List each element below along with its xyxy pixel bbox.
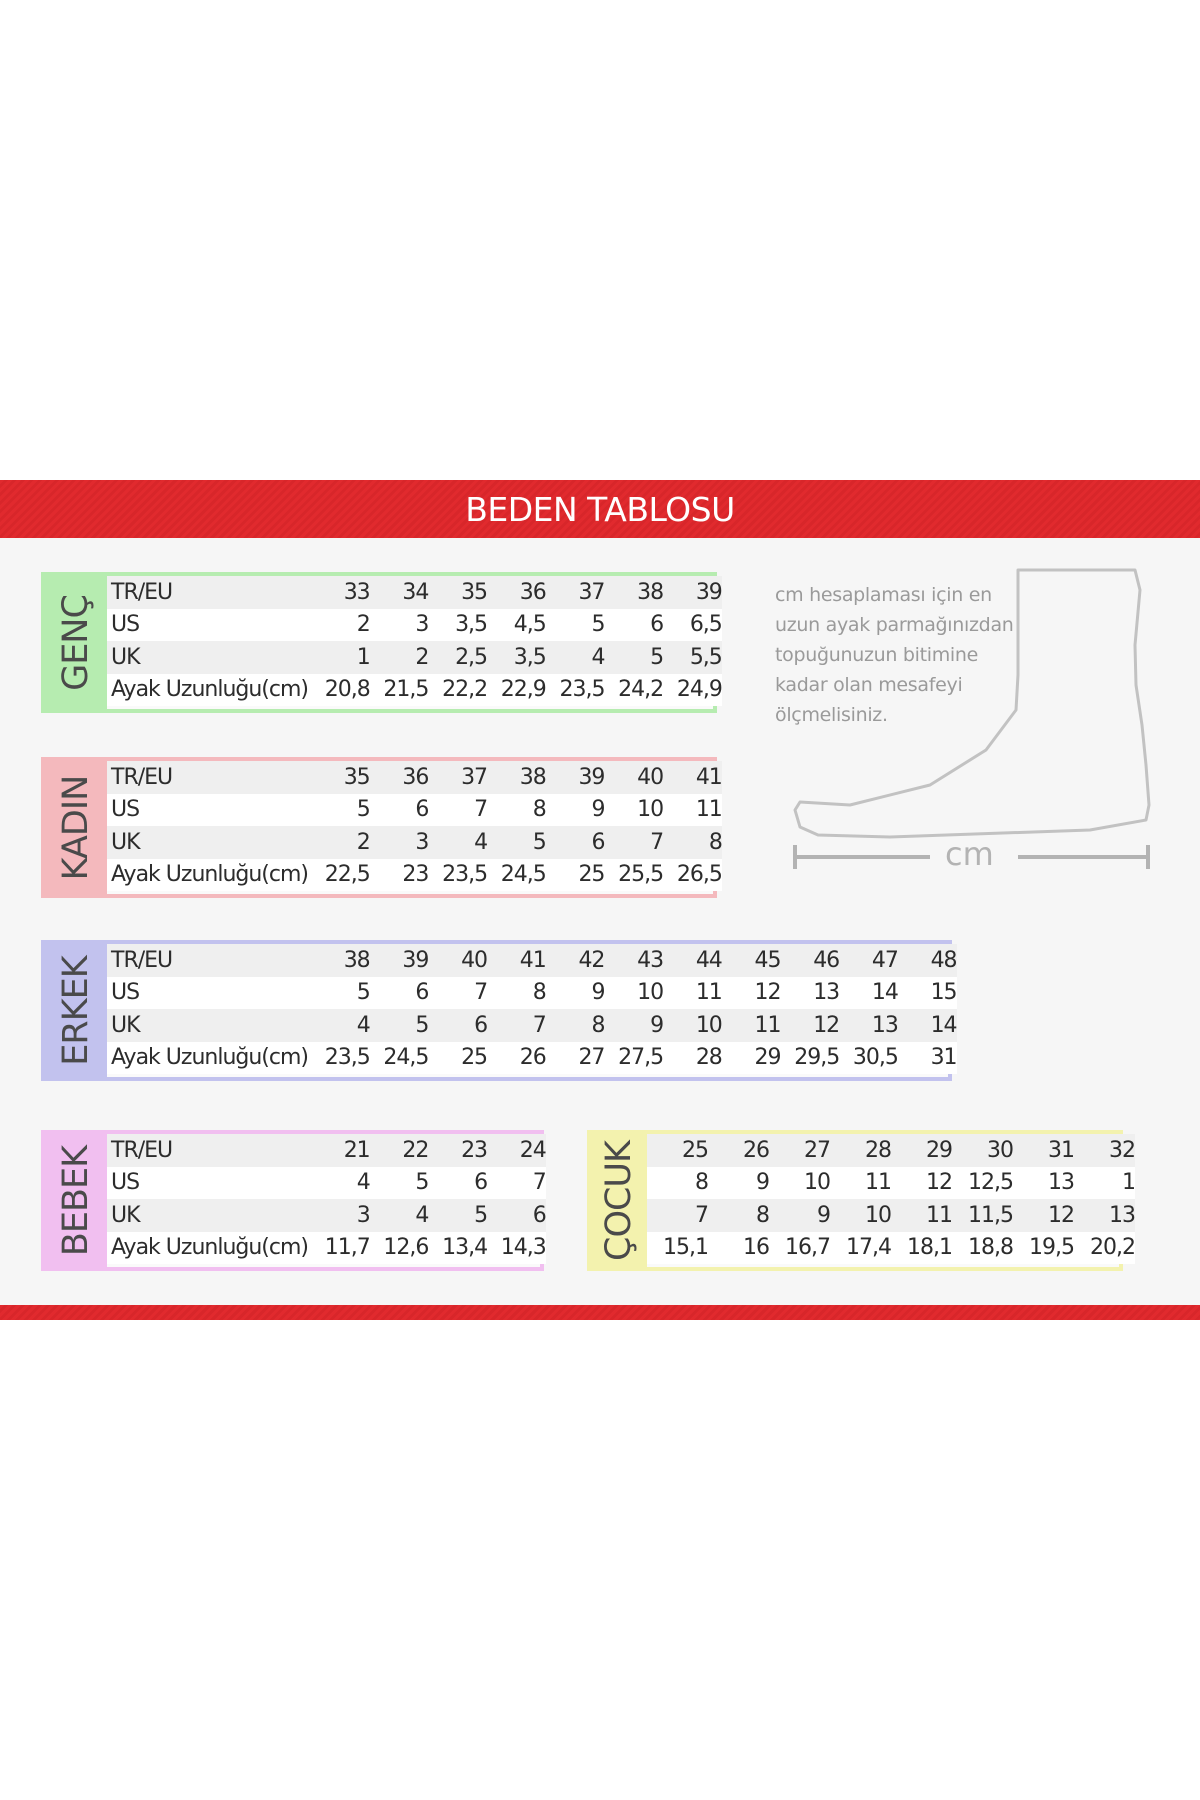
table-cell: 31 [1048,1137,1074,1163]
table-cell: 27 [804,1137,830,1163]
table-row [107,609,722,642]
table-cell: 22,9 [500,677,546,703]
table-cell: 7 [695,1202,708,1228]
table-cell: 48 [930,947,957,973]
row-label: TR/EU [111,1137,173,1163]
table-cell: 13 [871,1012,898,1038]
table-cell: 4 [415,1202,429,1228]
table-cell: 12,5 [968,1170,1013,1196]
table-cell: 8 [532,797,546,823]
table-cell: 12 [1048,1202,1074,1228]
table-cell: 38 [343,947,370,973]
table-cell: 11 [754,1012,781,1038]
table-cell: 9 [756,1170,769,1196]
category-label: GENÇ [56,594,96,691]
table-cell: 2 [356,612,370,638]
table-cell: 24 [519,1137,546,1163]
table-cell: 10 [804,1170,830,1196]
table-cell: 13,4 [442,1235,488,1261]
table-cell: 6 [650,612,664,638]
row-label: Ayak Uzunluğu(cm) [111,1235,308,1261]
category-label: BEBEK [56,1145,96,1256]
table-cell: 23,5 [324,1045,370,1071]
row-label: TR/EU [111,947,173,973]
table-cell: 7 [532,1012,546,1038]
table-cell: 3 [415,829,429,855]
table-cell: 36 [402,764,429,790]
table-cell: 29 [926,1137,952,1163]
table-rows [107,761,722,894]
table-cell: 25 [461,1045,488,1071]
table-cell: 3,5 [513,644,546,670]
table-cell: 40 [461,947,488,973]
table-cell: 31 [930,1045,957,1071]
table-cell: 35 [461,579,488,605]
table-cell: 6,5 [689,612,722,638]
table-cell: 9 [650,1012,664,1038]
table-cell: 39 [578,764,605,790]
table-cell: 8 [756,1202,769,1228]
table-row [107,944,957,977]
table-cell: 8 [532,980,546,1006]
table-rows [107,576,722,709]
table-cell: 13 [813,980,840,1006]
table-cell: 11 [865,1170,891,1196]
table-cell: 10 [637,797,664,823]
table-row [107,1009,957,1042]
table-bebek [41,1130,544,1271]
table-cell: 40 [637,764,664,790]
table-cell: 6 [474,1170,488,1196]
cm-label: cm [945,835,994,873]
table-cell: 33 [343,579,370,605]
row-label: Ayak Uzunluğu(cm) [111,1045,308,1071]
bottom-bar [0,1305,1200,1320]
row-label: UK [111,644,140,670]
table-side-label [45,761,107,894]
row-label: UK [111,1202,140,1228]
table-cell: 1 [1122,1170,1135,1196]
row-label: Ayak Uzunluğu(cm) [111,677,308,703]
note-line: kadar olan mesafeyi [775,674,963,696]
table-cell: 12 [754,980,781,1006]
table-cell: 28 [695,1045,722,1071]
table-cell: 22,5 [324,862,370,888]
table-cell: 23,5 [559,677,605,703]
table-cell: 10 [865,1202,891,1228]
table-cell: 20,2 [1090,1235,1135,1261]
table-cell: 2 [415,644,429,670]
category-label: ERKEK [56,955,96,1066]
table-cell: 36 [519,579,546,605]
table-row [107,1199,546,1232]
table-cell: 5,5 [689,644,722,670]
row-label: TR/EU [111,579,173,605]
table-cell: 39 [695,579,722,605]
table-cell: 14,3 [500,1235,546,1261]
table-cell: 24,5 [500,862,546,888]
table-cell: 27,5 [618,1045,664,1071]
table-row [107,794,722,827]
table-cell: 28 [865,1137,891,1163]
table-cell: 18,1 [907,1235,952,1261]
table-cell: 43 [637,947,664,973]
table-cell: 19,5 [1029,1235,1074,1261]
table-cell: 29,5 [794,1045,840,1071]
table-cell: 1 [356,644,370,670]
table-row [107,1042,957,1075]
table-cell: 8 [695,1170,708,1196]
table-cell: 26 [743,1137,769,1163]
table-cell: 21 [343,1137,370,1163]
table-row [107,1167,546,1200]
table-cell: 5 [474,1202,488,1228]
table-row [647,1232,1135,1265]
table-cell: 12,6 [383,1235,429,1261]
table-cell: 10 [637,980,664,1006]
table-cell: 37 [578,579,605,605]
table-cell: 4 [591,644,605,670]
table-cell: 16,7 [785,1235,830,1261]
table-cell: 41 [695,764,722,790]
table-cell: 23 [402,862,429,888]
table-cell: 41 [519,947,546,973]
table-cell: 6 [591,829,605,855]
table-cocuk [587,1130,1135,1271]
table-cell: 17,4 [846,1235,891,1261]
table-cell: 23,5 [442,862,488,888]
table-cell: 24,9 [676,677,722,703]
table-cell: 8 [591,1012,605,1038]
table-side-label [45,944,107,1077]
table-rows [107,944,957,1077]
table-cell: 3 [415,612,429,638]
table-cell: 26 [519,1045,546,1071]
table-cell: 42 [578,947,605,973]
table-cell: 4 [356,1012,370,1038]
table-cell: 5 [532,829,546,855]
table-cell: 25,5 [618,862,664,888]
table-cell: 45 [754,947,781,973]
table-row [107,826,722,859]
table-cell: 22 [402,1137,429,1163]
table-cell: 5 [356,980,370,1006]
table-cell: 20,8 [324,677,370,703]
table-cell: 7 [650,829,664,855]
table-cell: 25 [578,862,605,888]
table-cell: 24,5 [383,1045,429,1071]
table-cell: 3 [356,1202,370,1228]
table-cell: 4 [474,829,488,855]
table-cell: 5 [650,644,664,670]
row-label: UK [111,1012,140,1038]
table-cell: 24,2 [618,677,664,703]
table-cell: 8 [708,829,722,855]
table-cell: 11,7 [324,1235,370,1261]
table-cell: 26,5 [676,862,722,888]
row-label: US [111,612,140,638]
table-row [107,761,722,794]
table-row [107,674,722,707]
table-cell: 32 [1109,1137,1135,1163]
table-cell: 5 [356,797,370,823]
table-side-label [591,1134,647,1267]
table-rows [647,1134,1135,1267]
table-row [107,859,722,892]
table-cell: 7 [532,1170,546,1196]
table-row [107,576,722,609]
table-cell: 5 [415,1012,429,1038]
table-cell: 23 [461,1137,488,1163]
table-cell: 14 [871,980,898,1006]
category-label: KADIN [56,775,96,880]
table-cell: 38 [637,579,664,605]
table-cell: 12 [813,1012,840,1038]
table-cell: 30,5 [852,1045,898,1071]
table-cell: 5 [591,612,605,638]
table-cell: 14 [930,1012,957,1038]
note-line: cm hesaplaması için en [775,584,992,606]
table-cell: 4,5 [513,612,546,638]
table-side-label [45,576,107,709]
note-line: ölçmelisiniz. [775,704,888,726]
table-cell: 9 [817,1202,830,1228]
table-cell: 12 [926,1170,952,1196]
table-cell: 21,5 [383,677,429,703]
table-kadin [41,757,722,898]
note-line: uzun ayak parmağınızdan [775,614,1014,636]
table-cell: 29 [754,1045,781,1071]
table-cell: 44 [695,947,722,973]
table-cell: 37 [461,764,488,790]
table-cell: 18,8 [968,1235,1013,1261]
table-rows [107,1134,546,1267]
row-label: TR/EU [111,764,173,790]
table-cell: 22,2 [442,677,488,703]
table-row [647,1199,1135,1232]
table-cell: 6 [532,1202,546,1228]
table-row [647,1134,1135,1167]
table-row [647,1167,1135,1200]
table-cell: 27 [578,1045,605,1071]
table-cell: 16 [743,1235,769,1261]
table-cell: 7 [474,797,488,823]
table-cell: 39 [402,947,429,973]
category-label: ÇOCUK [599,1140,639,1261]
table-cell: 38 [519,764,546,790]
table-cell: 13 [1109,1202,1135,1228]
note-line: topuğunuzun bitimine [775,644,979,666]
table-cell: 15,1 [663,1235,708,1261]
table-cell: 11 [695,797,722,823]
row-label: Ayak Uzunluğu(cm) [111,862,308,888]
table-cell: 9 [591,797,605,823]
row-label: US [111,797,140,823]
chart-title: BEDEN TABLOSU [465,489,735,529]
table-cell: 6 [415,980,429,1006]
table-side-label [45,1134,107,1267]
table-cell: 30 [987,1137,1013,1163]
table-cell: 15 [930,980,957,1006]
table-row [107,641,722,674]
table-cell: 3,5 [455,612,488,638]
table-erkek [41,940,957,1081]
table-cell: 6 [474,1012,488,1038]
table-cell: 9 [591,980,605,1006]
table-cell: 10 [695,1012,722,1038]
table-cell: 34 [402,579,429,605]
table-cell: 11,5 [968,1202,1013,1228]
row-label: US [111,980,140,1006]
table-cell: 5 [415,1170,429,1196]
table-cell: 25 [682,1137,708,1163]
table-cell: 2,5 [455,644,488,670]
table-cell: 11 [695,980,722,1006]
table-row [107,1232,546,1265]
title-banner [0,480,1200,538]
table-cell: 6 [415,797,429,823]
table-cell: 13 [1048,1170,1074,1196]
table-cell: 35 [343,764,370,790]
table-cell: 47 [871,947,898,973]
table-row [107,977,957,1010]
size-chart [0,480,1200,1320]
row-label: UK [111,829,140,855]
table-cell: 11 [926,1202,952,1228]
table-cell: 4 [356,1170,370,1196]
table-cell: 7 [474,980,488,1006]
table-genc [41,572,722,713]
row-label: US [111,1170,140,1196]
table-cell: 2 [356,829,370,855]
table-row [107,1134,546,1167]
table-cell: 46 [813,947,840,973]
